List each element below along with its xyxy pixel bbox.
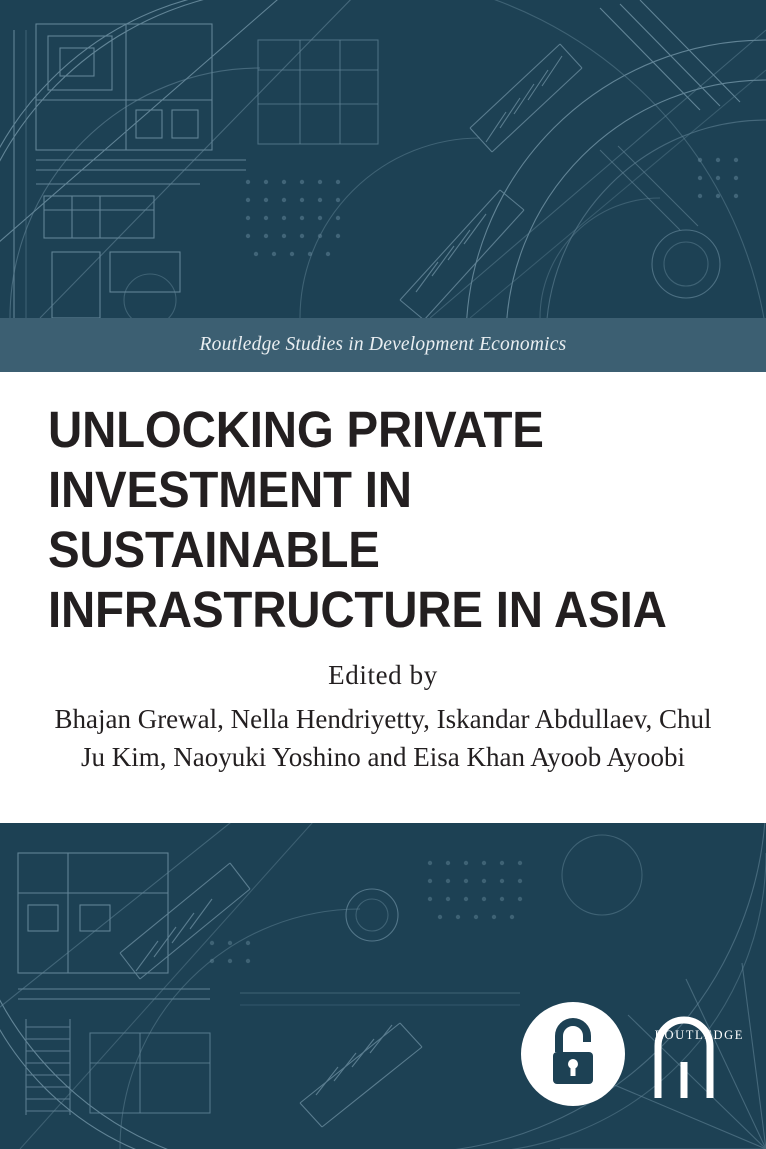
editor-names: Bhajan Grewal, Nella Hendriyetty, Iskandar Abdullaev, Chul Ju Kim, Naoyuki Yoshino and Eisa Khan Ayoob Ayoobi xyxy=(54,704,712,772)
series-title: Routledge Studies in Development Economics xyxy=(199,334,567,355)
open-access-icon xyxy=(519,1000,627,1108)
blueprint-illustration-top xyxy=(0,0,766,318)
edited-by-label: Edited by xyxy=(328,660,438,690)
cover-artwork-top xyxy=(0,0,766,318)
open-access-logo xyxy=(519,1000,627,1108)
publisher-name: ROUTLEDGE xyxy=(654,1028,744,1042)
series-band xyxy=(0,318,766,372)
routledge-icon xyxy=(624,1000,744,1108)
title-panel xyxy=(0,372,766,823)
publisher-logo xyxy=(624,1000,744,1108)
page-title: UNLOCKING PRIVATE INVESTMENT IN SUSTAINABLE INFRASTRUCTURE IN ASIA xyxy=(48,401,667,638)
